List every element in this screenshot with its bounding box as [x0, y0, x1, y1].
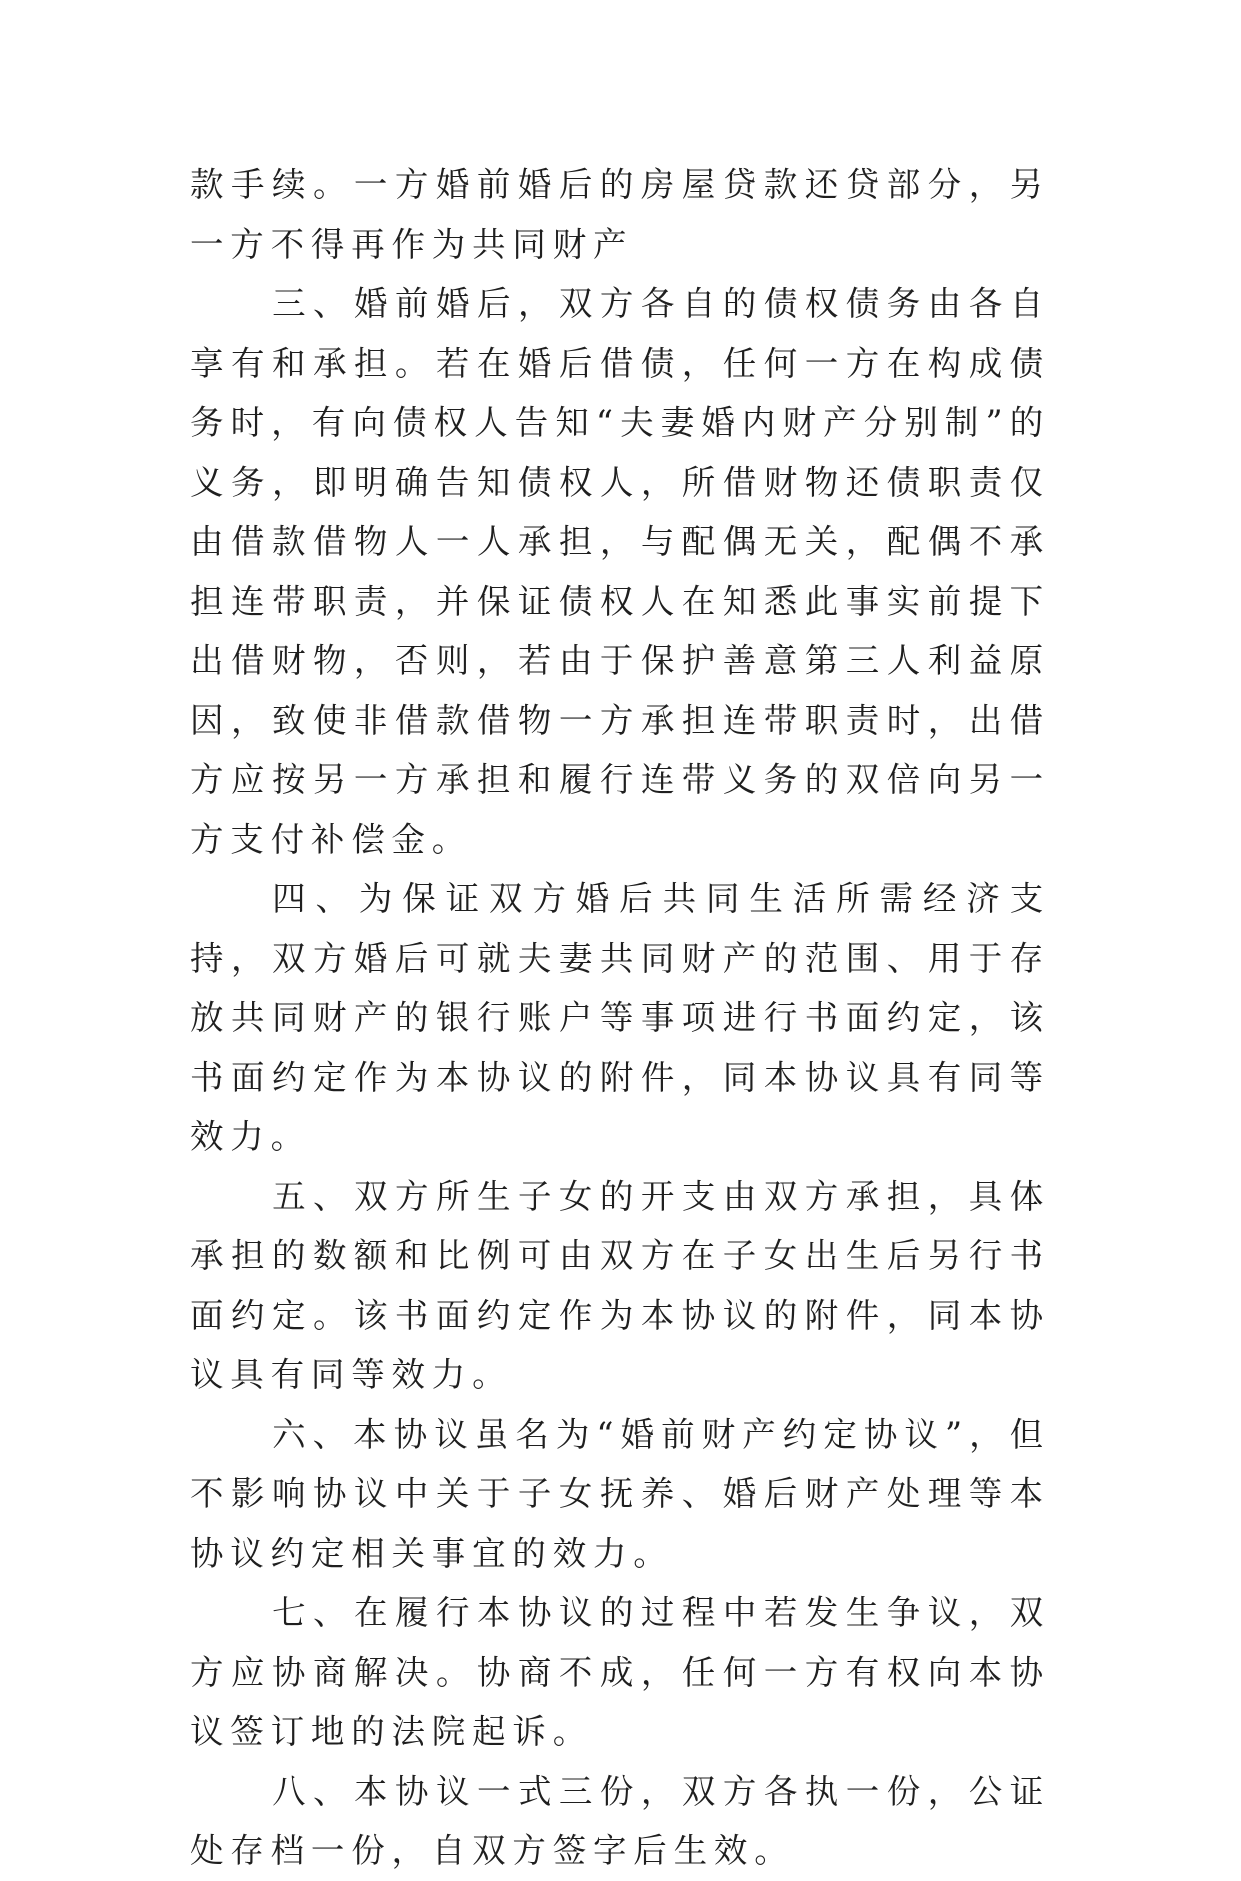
- paragraph-clause-6-agreement-name: 六、本协议虽名为“婚前财产约定协议”，但不影响协议中关于子女抚养、婚后财产处理等本协议约定相关事宜的效力。: [190, 1414, 1050, 1573]
- paragraph-clause-8-copies: 八、本协议一式三份，双方各执一份，公证处存档一份，自双方签字后生效。: [190, 1771, 1050, 1870]
- paragraph-clause-4-joint-property: 四、为保证双方婚后共同生活所需经济支持，双方婚后可就夫妻共同财产的范围、用于存放共同财产的银行账户等事项进行书面约定，该书面约定作为本协议的附件，同本协议具有同等效力。: [190, 879, 1050, 1156]
- document-body: [190, 155, 1050, 1881]
- paragraph-clause-5-children-expenses: 五、双方所生子女的开支由双方承担，具体承担的数额和比例可由双方在子女出生后另行书面约定。该书面约定作为本协议的附件，同本协议具有同等效力。: [190, 1176, 1050, 1394]
- paragraph-clause-3-debts: 三、婚前婚后，双方各自的债权债务由各自享有和承担。若在婚后借债，任何一方在构成债务时，有向债权人告知“夫妻婚内财产分别制”的义务，即明确告知债权人，所借财物还债职责仅由借款借物人一人承担，与配偶无关，配偶不承担连带职责，并保证债权人在知悉此事实前提下出借财物，否则，若由于保护善意第三人利益原因，致使非借款借物一方承担连带职责时，出借方应按另一方承担和履行连带义务的双倍向另一方支付补偿金。: [190, 284, 1050, 859]
- paragraph-clause-7-disputes: 七、在履行本协议的过程中若发生争议，双方应协商解决。协商不成，任何一方有权向本协议签订地的法院起诉。: [190, 1593, 1050, 1751]
- paragraph-loan-continuation: 款手续。一方婚前婚后的房屋贷款还贷部分，另一方不得再作为共同财产: [190, 165, 1050, 264]
